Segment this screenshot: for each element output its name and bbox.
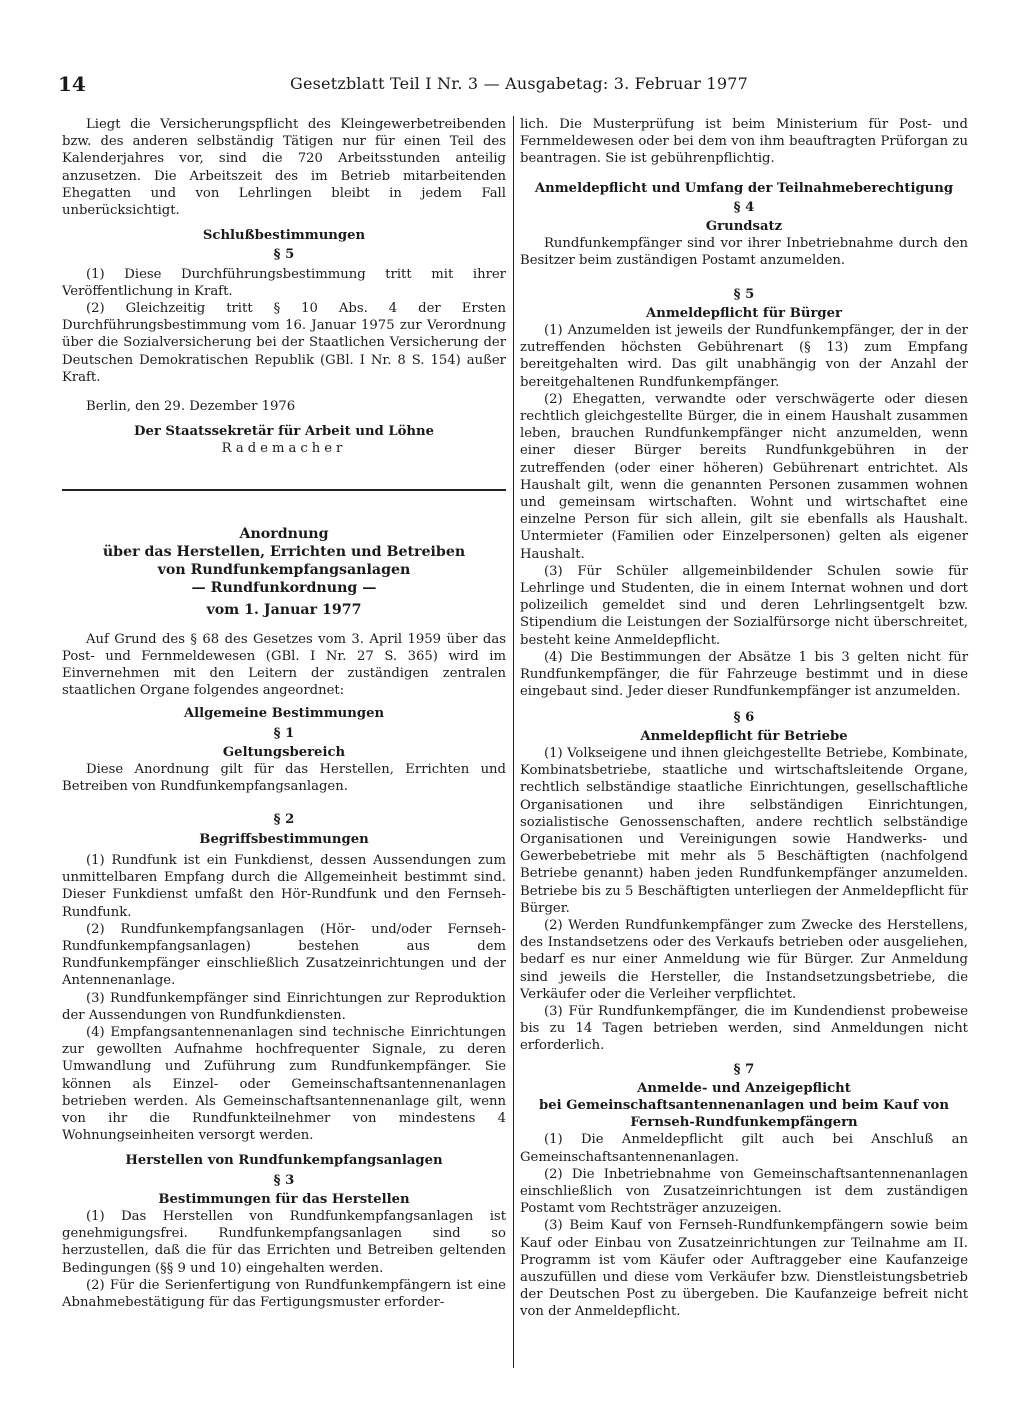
para-7-3: (3) Beim Kauf von Fernseh-Rundfunkempfängern sowie beim Kauf oder Einbau von Zusatzeinrichtungen zur Teilnahme am II. Programm ist vom Käufer oder Auftraggeber eine Kaufanzeige auszufüllen und diese vom Verkäufer bzw. Dienstleistungsbetrieb der Deutschen Post zu übergeben. Die Kaufanzeige befreit nicht von der Anmeldepflicht. — [520, 1218, 968, 1320]
page-header — [58, 72, 968, 100]
intro-paragraph: Liegt die Versicherungspflicht des Kleingewerbetreibenden bzw. des anderen selbständig Tätigen nur für einen Teil des Kalenderjahres vor, sind die 720 Arbeitsstunden anteilig anzusetzen. Die Arbeitszeit des im Betrieb mitarbeitenden Ehegatten und von Lehrlingen bleibt in jedem Fall unberücksichtigt. — [62, 117, 506, 219]
paragraph-title-1: Geltungsbereich — [222, 744, 346, 760]
paragraph-title-7-line-2: bei Gemeinschaftsantennenanlagen und beim Kauf von — [539, 1097, 949, 1113]
paragraph-number-3: § 3 — [273, 1172, 295, 1188]
signatory-name: Rademacher — [221, 441, 347, 457]
paragraph-number-5: § 5 — [273, 247, 295, 263]
para-2-1: (1) Rundfunk ist ein Funkdienst, dessen Aussendungen zum unmittelbaren Empfang durch die Allgemeinheit bestimmt sind. Dieser Funkdienst umfaßt den Hör-Rundfunk und den Fernseh-Rundfunk. — [62, 852, 506, 920]
schluss-para-2: (2) Gleichzeitig tritt § 10 Abs. 4 der Ersten Durchführungsbestimmung vom 16. Januar 1975 zur Verordnung über die Sozialversicherung bei der Staatlichen Versicherung der Deutschen Demokratischen Republik (GBl. I Nr. 8 S. 154) außer Kraft. — [62, 301, 506, 385]
signatory-title: Der Staatssekretär für Arbeit und Löhne — [134, 424, 434, 440]
para-5-1: (1) Anzumelden ist jeweils der Rundfunkempfänger, der in der zutreffenden höchsten Gebührenart (§ 13) zum Empfang bereitgehalten wird. Das gilt unabhängig von der Anzahl der bereitgehaltenen Rundfunkempfänger. — [520, 323, 968, 390]
para-2-3: (3) Rundfunkempfänger sind Einrichtungen zur Reproduktion der Aussendungen von Rundfunkdiensten. — [62, 990, 506, 1023]
paragraph-number-7: § 7 — [733, 1061, 755, 1077]
paragraph-number-4: § 4 — [733, 199, 755, 215]
para-6-1: (1) Volkseigene und ihnen gleichgestellte Betriebe, Kombinate, Kombinatsbetriebe, staatliche und wirtschaftsleitende Organe, rechtlich selbständige staatliche Einrichtungen, gesellschaftliche Organisationen und ihre selbständigen Einrichtungen, sozialistische Genossenschaften, andere rechtlich selbständige Organisationen und Vereinigungen sowie Handwerks- und Gewerbebetriebe mit mehr als 5 Beschäftigten (nachfolgend Betriebe genannt) haben jeden Rundfunkempfänger anzumelden. Betriebe bis zu 5 Beschäftigten unterliegen der Anmeldepflicht für Bürger. — [520, 745, 968, 916]
section-separator — [62, 489, 506, 491]
running-title: Gesetzblatt Teil I Nr. 3 — Ausgabetag: 3. Februar 1977 — [290, 74, 748, 93]
ordinance-title-4: — Rundfunkordnung — — [191, 579, 377, 596]
paragraph-title-6: Anmeldepflicht für Betriebe — [640, 728, 848, 744]
ordinance-title-2: über das Herstellen, Errichten und Betreiben — [102, 543, 466, 560]
para-2-2: (2) Rundfunkempfangsanlagen (Hör- und/oder Fernseh-Rundfunkempfangsanlagen) bestehen aus dem Rundfunkempfänger einschließlich Zusatzeinrichtungen und der Antennenanlage. — [62, 921, 506, 989]
section-heading-herstellen: Herstellen von Rundfunkempfangsanlagen — [125, 1153, 443, 1169]
ordinance-title-3: von Rundfunkempfangsanlagen — [157, 561, 411, 578]
para-2-4: (4) Empfangsantennenanlagen sind technische Einrichtungen zur gewollten Aufnahme hochfrequenter Signale, zu deren Umwandlung und Zuführung zum Rundfunkempfänger. Sie können als Einzel- oder Gemeinschaftsantennenanlagen betrieben werden. Als Gemeinschaftsantennenanlage gilt, wenn von ihr die Rundfunkteilnehmer von mindestens 4 Wohnungseinheiten versorgt werden. — [62, 1024, 506, 1144]
paragraph-number-5b: § 5 — [733, 286, 755, 302]
ordinance-date: vom 1. Januar 1977 — [206, 601, 362, 618]
paragraph-title-7-line-3: Fernseh-Rundfunkempfängern — [630, 1115, 858, 1131]
paragraph-title-3: Bestimmungen für das Herstellen — [158, 1191, 410, 1207]
paragraph-number-2: § 2 — [273, 812, 295, 828]
paragraph-title-5: Anmeldepflicht für Bürger — [646, 305, 842, 321]
paragraph-title-4: Grundsatz — [705, 219, 783, 235]
section-heading-anmeldepflicht: Anmeldepflicht und Umfang der Teilnahmeberechtigung — [534, 180, 954, 196]
paragraph-number-1: § 1 — [273, 725, 295, 741]
ordinance-title-1: Anordnung — [239, 525, 329, 542]
para-6-3: (3) Für Rundfunkempfänger, die im Kundendienst probeweise bis zu 14 Tagen betrieben werden, sind Anmeldungen nicht erforderlich. — [520, 1003, 968, 1054]
left-column — [62, 116, 506, 1311]
page-number: 14 — [58, 72, 86, 96]
section-heading-allgemein: Allgemeine Bestimmungen — [183, 706, 385, 722]
para-3-1: (1) Das Herstellen von Rundfunkempfangsanlagen ist genehmigungsfrei. Rundfunkempfangsanlagen sind so herzustellen, daß die für das Errichten und Betreiben geltenden Bedingungen (§§ 9 und 10) eingehalten werden. — [62, 1208, 506, 1276]
para-5-4: (4) Die Bestimmungen der Absätze 1 bis 3 gelten nicht für Rundfunkempfänger, die für Fahrzeuge bestimmt und in diese eingebaut sind. Jeder dieser Rundfunkempfänger ist anzumelden. — [520, 649, 968, 700]
para-3-2: (2) Für die Serienfertigung von Rundfunkempfängern ist eine Abnahmebestätigung für das Fertigungsmuster erforder- — [62, 1277, 506, 1310]
para-6-2: (2) Werden Rundfunkempfänger zum Zwecke des Herstellens, des Instandsetzens oder des Verkaufs betrieben oder ausgeliehen, bedarf es nur einer Anmeldung wie für Bürger. Zur Anmeldung sind jeweils die Hersteller, die Instandsetzungsbetriebe, die Verkäufer oder die Verleiher verpflichtet. — [520, 917, 968, 1002]
schluss-para-1: (1) Diese Durchführungsbestimmung tritt mit ihrer Veröffentlichung in Kraft. — [62, 266, 506, 299]
para-5-2: (2) Ehegatten, verwandte oder verschwägerte oder diesen rechtlich gleichgestellte Bürger, die in einem Haushalt zusammen leben, brauchen Rundfunkempfänger nicht anzumelden, wenn einer dieser Bürger bereits Rundfunkgebühren in der zutreffenden (oder einer höheren) Gebührenart entrichtet. Als Haushalt gilt, wenn die genannten Personen zusammen wohnen und gemeinsam wirtschaften. Wohnt und wirtschaftet eine einzelne Person für sich allein, gilt sie ebenfalls als Haushalt. Untermieter (Familien oder Einzelpersonen) gelten als eigener Haushalt. — [520, 391, 968, 562]
continued-text: lich. Die Musterprüfung ist beim Ministerium für Post- und Fernmeldewesen oder bei dem von ihm beauftragten Prüforgan zu beantragen. Sie ist gebührenpflichtig. — [520, 117, 968, 167]
preamble: Auf Grund des § 68 des Gesetzes vom 3. April 1959 über das Post- und Fernmeldewesen (GBl. I Nr. 27 S. 365) wird im Einvernehmen mit den Leitern der zuständigen zentralen staatlichen Organe folgendes angeordnet: — [62, 631, 506, 699]
paragraph-number-6: § 6 — [733, 709, 755, 725]
para-7-1: (1) Die Anmeldepflicht gilt auch bei Anschluß an Gemeinschaftsantennenanlagen. — [520, 1132, 968, 1165]
place-date: Berlin, den 29. Dezember 1976 — [86, 399, 296, 415]
para-7-2: (2) Die Inbetriebnahme von Gemeinschaftsantennenanlagen einschließlich von Zusatzeinrichtungen ist dem zuständigen Postamt vom Rechtsträger anzuzeigen. — [520, 1166, 968, 1217]
column-divider — [513, 116, 514, 1368]
right-column — [520, 116, 968, 1321]
para-4-text: Rundfunkempfänger sind vor ihrer Inbetriebnahme durch den Besitzer beim zuständigen Postamt anzumelden. — [520, 236, 968, 269]
para-1-text: Diese Anordnung gilt für das Herstellen, Errichten und Betreiben von Rundfunkempfangsanlagen. — [62, 762, 506, 795]
section-heading-schluss: Schlußbestimmungen — [202, 228, 366, 244]
paragraph-title-2: Begriffsbestimmungen — [199, 831, 369, 847]
paragraph-title-7-line-1: Anmelde- und Anzeigepflicht — [637, 1080, 851, 1096]
para-5-3: (3) Für Schüler allgemeinbildender Schulen sowie für Lehrlinge und Studenten, die in einem Internat wohnen und dort polizeilich gemeldet sind und deren Lehrlingsentgelt bzw. Stipendium die Leistungen der Sozialfürsorge nicht überschreitet, besteht keine Anmeldepflicht. — [520, 563, 968, 648]
